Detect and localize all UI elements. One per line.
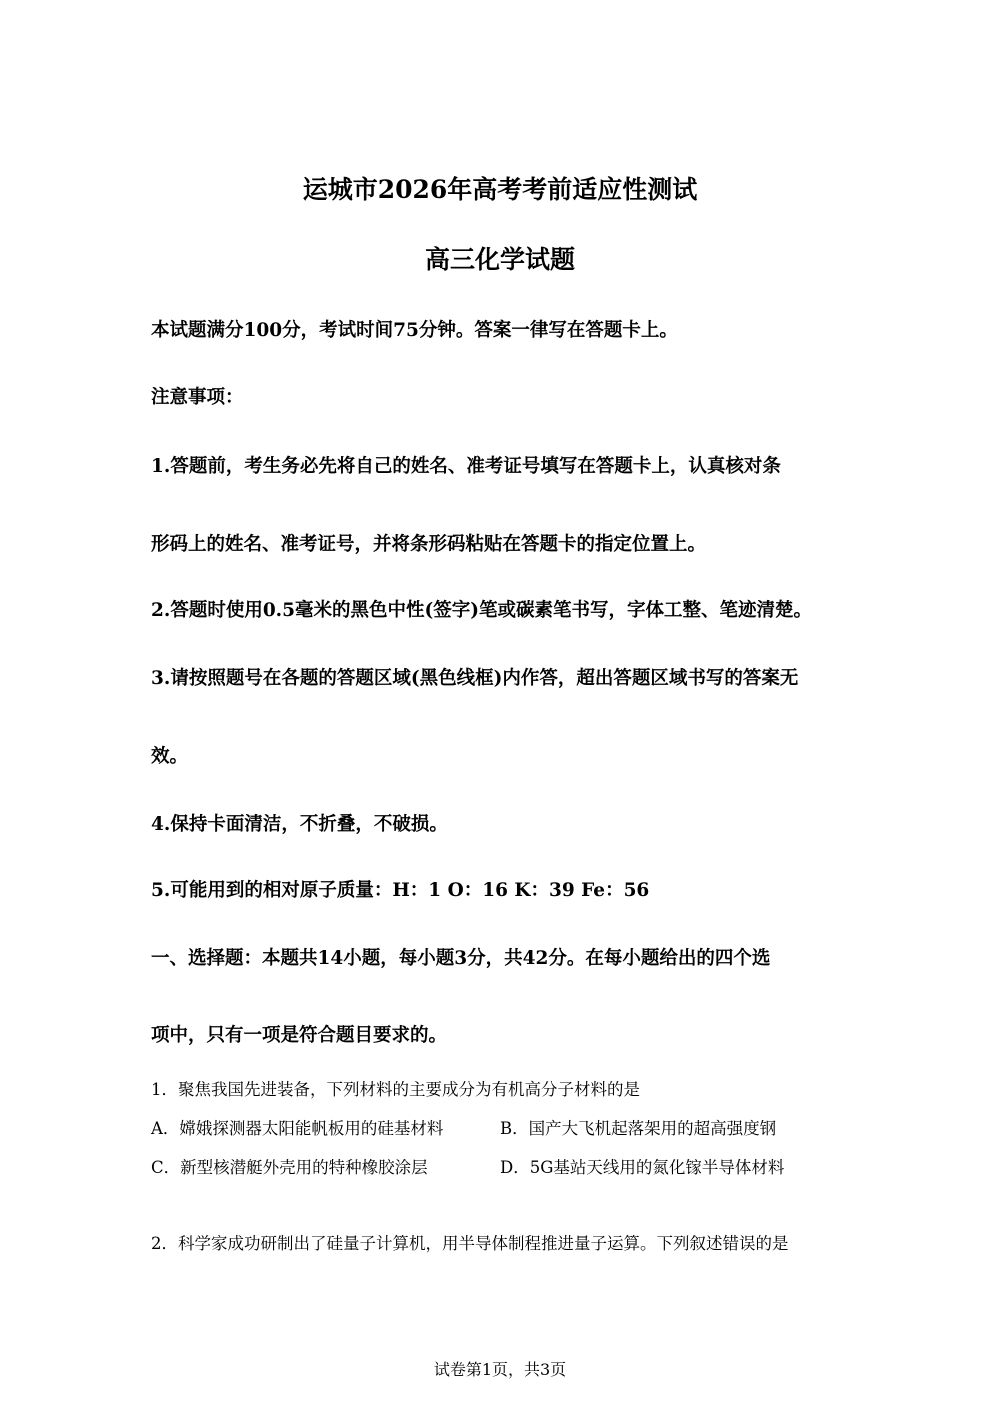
exam-subtitle: 高三化学试题 xyxy=(424,245,575,274)
question-2-stem: 2．科学家成功研制出了硅量子计算机，用半导体制程推进量子运算。下列叙述错误的是 xyxy=(151,1234,789,1253)
note-item-2: 2.答题时使用0.5毫米的黑色中性(签字)笔或碳素笔书写，字体工整、笔迹清楚。 xyxy=(151,600,813,621)
note-item-3-line-2: 效。 xyxy=(151,746,189,767)
note-item-5: 5.可能用到的相对原子质量：H：1 O：16 K：39 Fe：56 xyxy=(151,880,650,901)
page-footer: 试卷第1页，共3页 xyxy=(433,1360,567,1379)
note-item-1-line-1: 1.答题前，考生务必先将自己的姓名、准考证号填写在答题卡上，认真核对条 xyxy=(151,456,781,477)
note-item-1-line-2: 形码上的姓名、准考证号，并将条形码粘贴在答题卡的指定位置上。 xyxy=(151,534,707,555)
section-heading-line-2: 项中，只有一项是符合题目要求的。 xyxy=(151,1025,448,1046)
question-1-option-a: A．嫦娥探测器太阳能帆板用的硅基材料 xyxy=(151,1119,444,1138)
section-heading-line-1: 一、选择题：本题共14小题，每小题3分，共42分。在每小题给出的四个选 xyxy=(151,948,771,969)
question-1-option-c: C．新型核潜艇外壳用的特种橡胶涂层 xyxy=(151,1158,428,1177)
question-1-option-d: D．5G基站天线用的氮化镓半导体材料 xyxy=(500,1158,785,1177)
exam-intro: 本试题满分100分，考试时间75分钟。答案一律写在答题卡上。 xyxy=(151,320,678,341)
notes-heading: 注意事项： xyxy=(151,387,244,408)
exam-title: 运城市2026年高考考前适应性测试 xyxy=(302,175,698,204)
note-item-4: 4.保持卡面清洁，不折叠，不破损。 xyxy=(151,814,448,835)
note-item-3-line-1: 3.请按照题号在各题的答题区域(黑色线框)内作答，超出答题区域书写的答案无 xyxy=(151,668,799,689)
question-1-stem: 1．聚焦我国先进装备，下列材料的主要成分为有机高分子材料的是 xyxy=(151,1080,640,1099)
question-1-option-b: B．国产大飞机起落架用的超高强度钢 xyxy=(500,1119,777,1138)
